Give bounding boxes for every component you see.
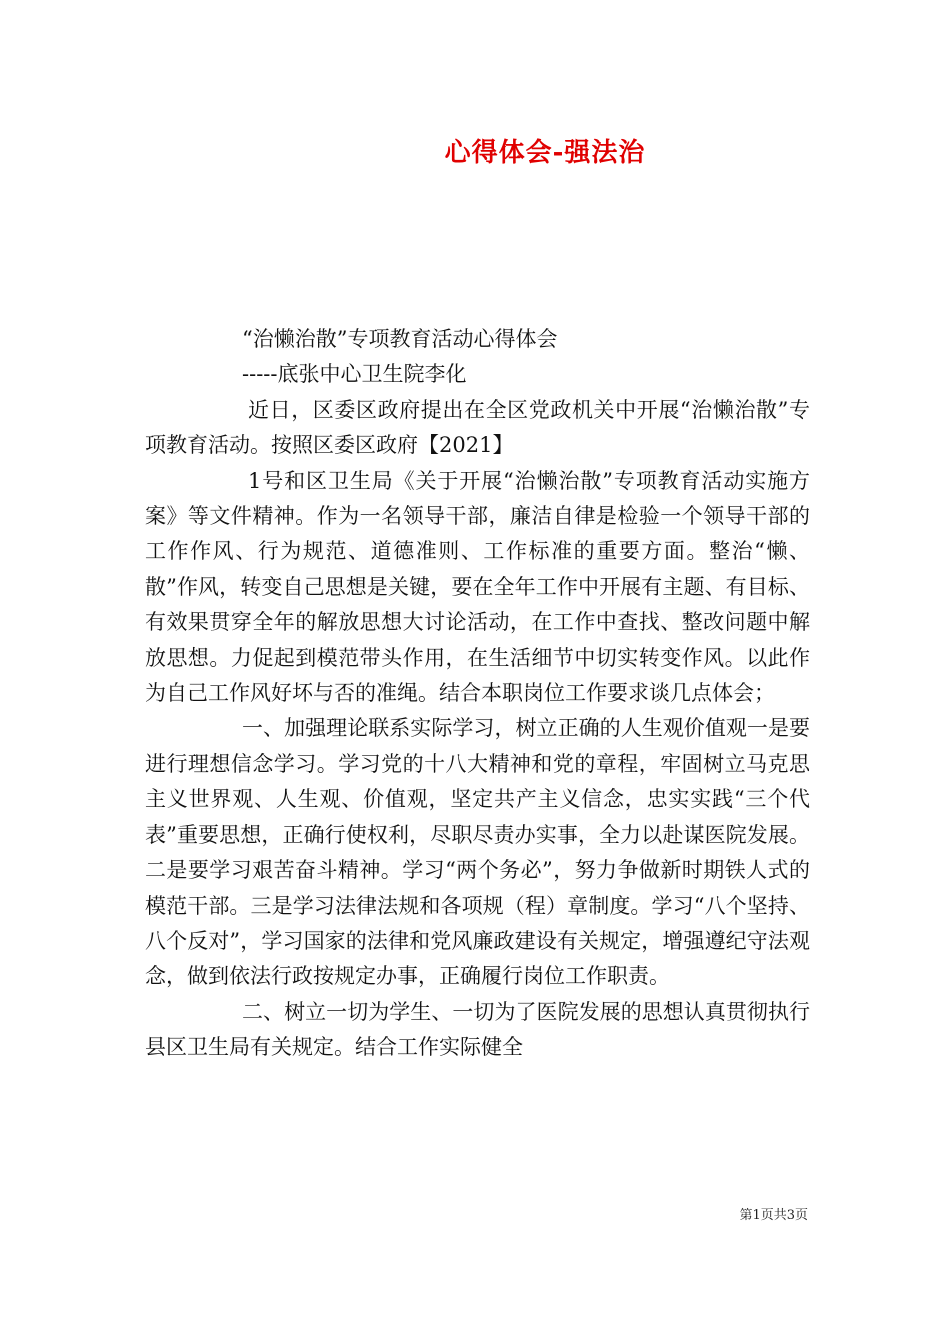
- paragraph-4: 二、树立一切为学生、一切为了医院发展的思想认真贯彻执行县区卫生局有关规定。结合工作实际健全: [145, 999, 810, 1060]
- document-subtitle: “治懒治散”专项教育活动心得体会: [242, 327, 558, 351]
- document-body: [145, 322, 810, 1066]
- paragraph-1: 近日，区委区政府提出在全区党政机关中开展“治懒治散”专项教育活动。按照区委区政府【2021】: [145, 397, 810, 458]
- document-title: 心得体会-强法治: [444, 138, 646, 168]
- page-number-footer: 第1页共3页: [739, 1208, 808, 1223]
- paragraph-3: 一、加强理论联系实际学习，树立正确的人生观价值观一是要进行理想信念学习。学习党的十八大精神和党的章程，牢固树立马克思主义世界观、人生观、价值观，坚定共产主义信念，忠实实践“三个代表”重要思想，正确行使权利，尽职尽责办实事，全力以赴谋医院发展。二是要学习艰苦奋斗精神。学习“两个务必”，努力争做新时期铁人式的模范干部。三是学习法律法规和各项规（程）章制度。学习“八个坚持、八个反对”，学习国家的法律和党风廉政建设有关规定，增强遵纪守法观念，做到依法行政按规定办事，正确履行岗位工作职责。: [145, 716, 810, 989]
- paragraph-2: 1号和区卫生局《关于开展“治懒治散”专项教育活动实施方案》等文件精神。作为一名领导干部，廉洁自律是检验一个领导干部的工作作风、行为规范、道德准则、工作标准的重要方面。整治“懒、散”作风，转变自己思想是关键，要在全年工作中开展有主题、有目标、有效果贯穿全年的解放思想大讨论活动，在工作中查找、整改问题中解放思想。力促起到模范带头作用，在生活细节中切实转变作风。以此作为自己工作风好坏与否的准绳。结合本职岗位工作要求谈几点体会；: [145, 468, 810, 706]
- document-author: -----底张中心卫生院李化: [242, 362, 467, 387]
